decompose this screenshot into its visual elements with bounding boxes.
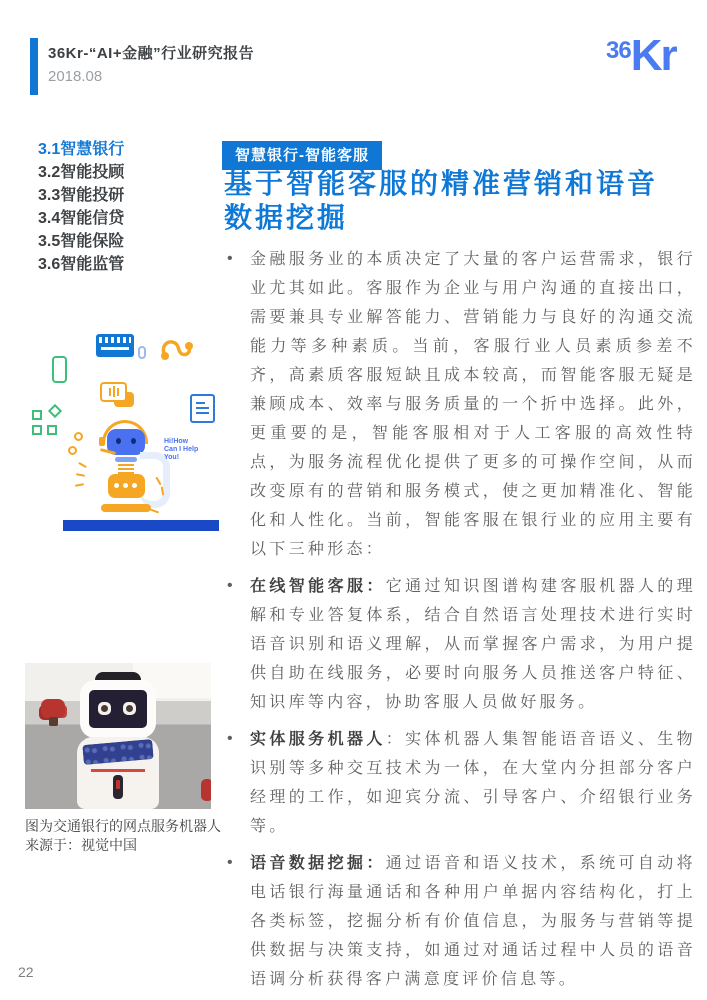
photo-robot-eye	[123, 702, 136, 715]
bullet-text: ：实体机器人集智能语音语义、生物识别等多种交互技术为一体，在大堂内分担部分客户经理的工作，如迎宾分流、引导客户、介绍银行业务等。	[250, 731, 696, 835]
motion-line	[150, 509, 159, 514]
speech-bubble-dots-icon	[108, 474, 145, 498]
bullet-paragraph-physical-robot	[222, 725, 696, 841]
report-date: 2018.08	[48, 68, 103, 85]
robot-neck-spring	[118, 464, 134, 466]
document-icon	[190, 394, 215, 423]
report-title: 36Kr-“AI+金融”行业研究报告	[48, 45, 255, 62]
photo-plant-pot	[49, 717, 58, 726]
photo-robot-red-stripe	[91, 769, 145, 772]
bullet-paragraph-online-service	[222, 572, 696, 717]
ground-bar	[63, 520, 219, 531]
bullet-dot: •	[227, 730, 233, 747]
diamond-shape	[48, 404, 62, 418]
grid-square	[47, 425, 57, 435]
motion-line	[76, 473, 85, 477]
motion-line	[78, 462, 87, 468]
logo-kr: Kr	[630, 31, 676, 80]
section-badge: 智慧银行-智能客服	[222, 141, 382, 170]
nav-item-smart-credit[interactable]: 3.4智能信贷	[38, 210, 125, 227]
photo-caption	[25, 817, 221, 855]
mouse-icon	[138, 346, 146, 359]
photo-plant-left	[41, 699, 65, 718]
nav-item-smart-insurance[interactable]: 3.5智能保险	[38, 233, 125, 250]
bullet-paragraph-intro	[222, 245, 696, 564]
photo-robot-face-screen	[89, 690, 147, 728]
header-accent-bar	[30, 38, 38, 95]
bullet-lead: 语音数据挖掘：	[250, 855, 386, 872]
photo-plant-right	[201, 779, 211, 801]
motion-line	[75, 483, 84, 487]
robot-base-bar	[101, 504, 151, 512]
bullet-dot: •	[227, 250, 233, 267]
photo-caption-line1: 图为交通银行的网点服务机器人	[25, 818, 221, 834]
bullet-text: 通过语音和语义技术，系统可自动将电话银行海量通话和各种用户单据内容结构化，打上各类标签，挖掘分析有价值信息，为服务与营销等提供数据与决策支持，如通过对通话过程中人员的语音语调分析获得客户满意度评价信息等。	[250, 855, 696, 988]
smartphone-icon	[52, 356, 67, 383]
page-number: 22	[18, 964, 34, 980]
headset-icon	[158, 334, 196, 364]
logo-36: 36	[606, 37, 631, 64]
36kr-logo	[606, 31, 676, 80]
robot-ear	[99, 437, 105, 446]
bullet-dot: •	[227, 577, 233, 594]
article-body	[222, 245, 696, 1000]
photo-robot-slot	[113, 775, 123, 799]
photo-caption-line2: 来源于：视觉中国	[25, 837, 137, 853]
robot-speech-text: Hi!How Can I Help You!	[164, 438, 199, 461]
article-heading: 基于智能客服的精准营销和语音数据挖掘	[224, 168, 659, 233]
voice-chat-bubble-icon	[100, 382, 127, 402]
grid-square	[32, 425, 42, 435]
keyboard-icon	[96, 334, 134, 357]
bullet-text: 金融服务业的本质决定了大量的客户运营需求，银行业尤其如此。客服作为企业与用户沟通的直接出口，需要兼具专业解答能力、营销能力与良好的沟通交流能力等多种素质。当前，客服行业人员素质参差不齐，高素质客服短缺且成本较高，而智能客服无疑是兼顾成本、效率与服务质量的一个折中选择。此外，更重要的是，智能客服相对于人工客服的高效性特点，为服务流程优化提供了更多的可操作空间，从而改变原有的营销和服务模式，使之更加精准化、智能化和人性化。当前，智能客服在银行业的应用主要有以下三种形态：	[250, 251, 696, 558]
robot-hand	[68, 446, 77, 455]
nav-item-smart-research[interactable]: 3.3智能投研	[38, 187, 125, 204]
robot-chin	[115, 457, 137, 462]
robot-hand	[74, 432, 83, 441]
chapter-nav	[38, 138, 124, 276]
grid-shapes-icon	[32, 410, 42, 420]
nav-item-smart-banking[interactable]: 3.1智慧银行	[38, 141, 125, 158]
robot-neck-spring	[118, 468, 134, 470]
bullet-dot: •	[227, 854, 233, 871]
bank-robot-photo	[25, 663, 211, 809]
nav-item-robo-advisor[interactable]: 3.2智能投顾	[38, 164, 125, 181]
robot-illustration	[30, 324, 222, 532]
bullet-lead: 在线智能客服：	[250, 578, 386, 595]
bullet-text: 它通过知识图谱构建客服机器人的理解和专业答复体系，结合自然语言处理技术进行实时语音识别和语义理解，从而掌握客户需求，为用户提供自助在线服务，必要时向服务人员推送客户特征、知识库等内容，协助客服人员做好服务。	[250, 578, 696, 711]
bullet-lead: 实体服务机器人	[250, 731, 386, 748]
bullet-paragraph-voice-mining	[222, 849, 696, 994]
photo-robot-eye	[98, 702, 111, 715]
nav-item-smart-regulation[interactable]: 3.6智能监管	[38, 256, 125, 273]
